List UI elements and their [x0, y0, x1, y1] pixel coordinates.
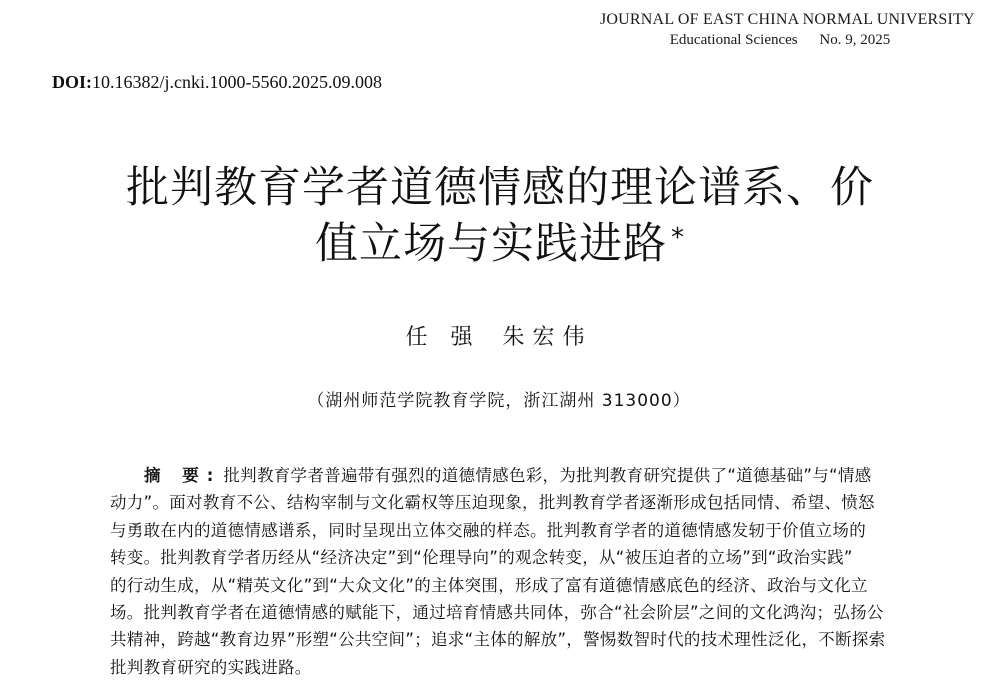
abstract	[110, 462, 918, 681]
journal-header	[600, 10, 975, 50]
author-1: 任 强	[405, 325, 481, 350]
abstract-line: 转变。批判教育学者历经从“经济决定”到“伦理导向”的观念转变，从“被压迫者的立场”到“政治实践”	[110, 548, 853, 568]
abstract-line: 动力”。面对教育不公、结构宰制与文化霸权等压迫现象，批判教育学者逐渐形成包括同情、希望、愤怒	[110, 493, 875, 513]
author-2: 朱宏伟	[502, 325, 593, 350]
article-title	[40, 160, 960, 272]
title-line-1: 批判教育学者道德情感的理论谱系、价	[126, 163, 874, 213]
abstract-line: 共精神，跨越“教育边界”形塑“公共空间”；追求“主体的解放”，警惕数智时代的技术理性泛化，不断探索	[110, 630, 886, 650]
title-line-2-text: 值立场与实践进路	[315, 219, 667, 269]
abstract-line: 批判教育研究的实践进路。	[110, 657, 312, 677]
title-footnote-mark: *	[671, 223, 685, 253]
abstract-line: 与勇敢在内的道德情感谱系，同时呈现出立体交融的样态。批判教育学者的道德情感发轫于价值立场的	[110, 520, 866, 540]
doi	[52, 72, 382, 93]
journal-section: Educational Sciences	[669, 32, 798, 48]
journal-issue-number: No. 9, 2025	[819, 32, 891, 48]
abstract-line: 的行动生成，从“精英文化”到“大众文化”的主体突围，形成了富有道德情感底色的经济、政治与文化立	[110, 575, 868, 595]
affiliation: （湖州师范学院教育学院，浙江湖州 313000）	[307, 391, 691, 411]
journal-issue-line	[600, 30, 960, 50]
abstract-line	[110, 462, 918, 489]
doi-value: 10.16382/j.cnki.1000-5560.2025.09.008	[92, 72, 382, 92]
authors	[0, 320, 998, 351]
doi-label: DOI:	[52, 72, 92, 92]
abstract-line-text: 批判教育学者普遍带有强烈的道德情感色彩，为批判教育研究提供了“道德基础”与“情感	[223, 466, 872, 485]
title-line-2	[40, 216, 960, 272]
journal-name: JOURNAL OF EAST CHINA NORMAL UNIVERSITY	[600, 11, 975, 28]
abstract-line: 场。批判教育学者在道德情感的赋能下，通过培育情感共同体，弥合“社会阶层”之间的文化鸿沟；弘扬公	[110, 603, 884, 623]
abstract-label: 摘 要:	[144, 466, 222, 485]
